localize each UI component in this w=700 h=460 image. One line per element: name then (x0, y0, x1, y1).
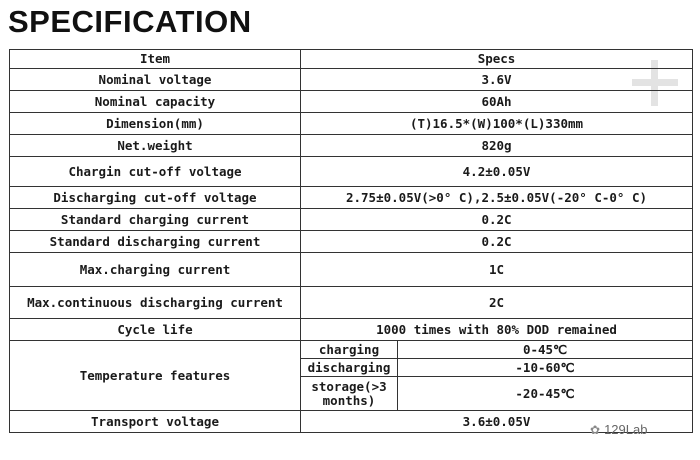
table-header-row (10, 50, 693, 69)
watermark-text: 129Lab (604, 422, 648, 437)
spec-table (9, 49, 693, 433)
spec-item-value: 820g (301, 135, 693, 157)
table-row (10, 69, 693, 91)
spec-item-value: 3.6±0.05V (301, 411, 693, 433)
table-row (10, 135, 693, 157)
temperature-condition: charging (301, 341, 398, 359)
spec-item-value: 2.75±0.05V(>0° C),2.5±0.05V(-20° C-0° C) (301, 187, 693, 209)
table-row (10, 287, 693, 319)
table-row (10, 187, 693, 209)
spec-item-name: Dimension(mm) (10, 113, 301, 135)
spec-item-name: Net.weight (10, 135, 301, 157)
spec-item-name: Nominal capacity (10, 91, 301, 113)
spec-item-name: Max.continuous discharging current (10, 287, 301, 319)
spec-item-value: 1C (301, 253, 693, 287)
temperature-row (10, 341, 693, 359)
spec-item-value: 0.2C (301, 209, 693, 231)
spec-item-value: 0.2C (301, 231, 693, 253)
table-row (10, 231, 693, 253)
spec-item-name: Cycle life (10, 319, 301, 341)
header-item: Item (10, 50, 301, 69)
table-row (10, 113, 693, 135)
page-title: SPECIFICATION (8, 4, 252, 39)
spec-item-name: Transport voltage (10, 411, 301, 433)
spec-item-value: 2C (301, 287, 693, 319)
temperature-value: -20-45℃ (398, 377, 693, 411)
table-row (10, 157, 693, 187)
spec-item-name: Standard discharging current (10, 231, 301, 253)
table-row (10, 91, 693, 113)
spec-item-value: 4.2±0.05V (301, 157, 693, 187)
wechat-icon: ✿ (590, 422, 601, 437)
spec-item-value: (T)16.5*(W)100*(L)330mm (301, 113, 693, 135)
temperature-value: -10-60℃ (398, 359, 693, 377)
spec-item-name: Discharging cut-off voltage (10, 187, 301, 209)
temperature-value: 0-45℃ (398, 341, 693, 359)
table-row (10, 209, 693, 231)
temperature-condition: discharging (301, 359, 398, 377)
spec-item-name: Max.charging current (10, 253, 301, 287)
temperature-condition: storage(>3 months) (301, 377, 398, 411)
spec-item-name: Chargin cut-off voltage (10, 157, 301, 187)
spec-item-value: 1000 times with 80% DOD remained (301, 319, 693, 341)
spec-item-value: 60Ah (301, 91, 693, 113)
spec-item-name: Nominal voltage (10, 69, 301, 91)
table-row (10, 253, 693, 287)
spec-item-name: Standard charging current (10, 209, 301, 231)
watermark (590, 422, 647, 437)
temperature-label: Temperature features (10, 341, 301, 411)
table-row (10, 319, 693, 341)
spec-item-value: 3.6V (301, 69, 693, 91)
header-specs: Specs (301, 50, 693, 69)
